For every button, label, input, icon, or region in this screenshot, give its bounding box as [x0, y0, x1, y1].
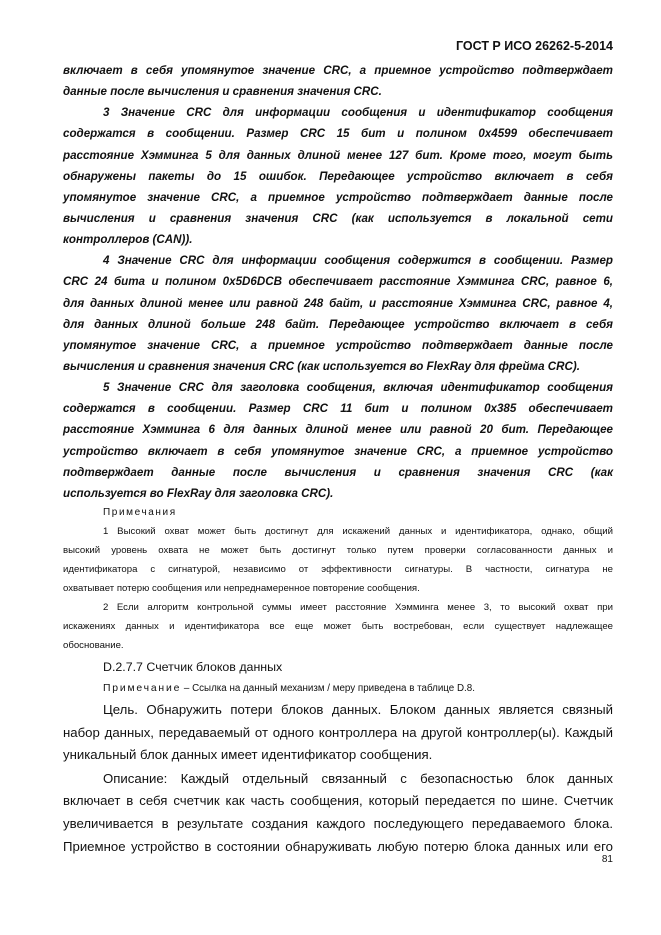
text-line: данные после вычисления и сравнения значения CRC. — [63, 85, 382, 99]
text-line: увеличивается в результате создания каждого последующего передаваемого блока. — [63, 815, 613, 831]
text-line: обоснование. — [63, 640, 124, 651]
paragraph — [63, 102, 613, 250]
text-line: расстояние Хэмминга 5 для данных длиной менее 127 бит. Кроме того, могут быть — [63, 148, 613, 162]
text-line: включает в себя упомянутое значение CRC, а приемное устройство подтверждает — [63, 64, 613, 77]
text-line: искажениях данных и идентификатора все еще может быть востребован, если существует надлежащее — [63, 621, 613, 632]
text-line: содержатся в сообщении. Размер CRC 11 бит и полином 0x385 обеспечивает — [63, 402, 613, 416]
text-line: 3 Значение CRC для информации сообщения и идентификатор сообщения — [103, 106, 613, 120]
section-note-text: Ссылка на данный механизм / меру приведена в таблице D.8. — [192, 683, 475, 694]
text-line: упомянутое значение CRC, а приемное устройство подтверждает данные после — [63, 338, 613, 352]
text-line: набор данных, передаваемый от одного контроллера на другой контроллер(ы). Каждый — [63, 724, 613, 740]
text-line: используется во FlexRay для заголовка CRC). — [63, 486, 334, 500]
text-line: охватывает потерю сообщения или непреднамеренное повторение сообщения. — [63, 583, 420, 594]
text-line: расстояние Хэмминга 6 для данных длиной менее или равной 20 бит. Передающее — [63, 423, 613, 437]
text-line: подтверждает данные после вычисления и сравнения значения CRC (как — [63, 465, 613, 479]
text-line: Описание: Каждый отдельный связанный с безопасностью блок данных — [103, 770, 613, 786]
paragraph — [63, 250, 613, 377]
paragraph — [63, 522, 613, 598]
text-line: уникальный блок данных имеет идентификатор сообщения. — [63, 747, 433, 763]
text-line: идентификатора с сигнатурой, независимо от эффективности сигнатуры. В частности, сигнатура не — [63, 564, 613, 575]
text-line: устройство включает в себя упомянутое значение CRC, а приемное устройство — [63, 444, 613, 458]
text-line: для данных длиной менее или равной 248 байт, и расстояние Хэмминга CRC, равное 4, — [63, 296, 613, 310]
paragraph — [63, 768, 613, 858]
paragraph — [63, 60, 613, 102]
paragraph — [63, 699, 613, 767]
document-header: ГОСТ Р ИСО 26262-5-2014 — [455, 39, 613, 53]
page-number: 81 — [601, 854, 613, 865]
text-line: 2 Если алгоритм контрольной суммы имеет расстояние Хэмминга менее 3, то высокий охват при — [103, 602, 613, 613]
main-text — [63, 699, 613, 858]
section-heading-block — [63, 657, 613, 700]
section-heading: D.2.7.7 Счетчик блоков данных — [103, 660, 283, 674]
text-line: содержатся в сообщении. Размер CRC 15 бит и полином 0x4599 обеспечивает — [63, 127, 613, 141]
text-line: 5 Значение CRC для заголовка сообщения, включая идентификатор сообщения — [103, 381, 613, 395]
text-line: Приемное устройство в состоянии обнаруживать любую потерю блока данных или его — [63, 838, 613, 854]
text-line: упомянутое значение CRC, а приемное устройство подтверждает данные после — [63, 190, 613, 204]
text-line: CRC 24 бита и полином 0x5D6DCB обеспечивает расстояние Хэмминга CRC, равное 6, — [63, 275, 613, 289]
notes-title: Примечания — [103, 507, 177, 518]
section-note — [63, 678, 613, 700]
text-line: Цель. Обнаружить потери блоков данных. Блоком данных является связный — [103, 702, 613, 717]
text-line: включает в себя счетчик как часть сообщения, который передается по шине. Счетчик — [63, 793, 613, 809]
text-line: обнаружены пакеты до 15 ошибок. Передающее устройство включает в себя — [63, 169, 613, 183]
bold-italic-section — [63, 60, 613, 504]
paragraph — [63, 598, 613, 655]
section-note-label: Примечание — [103, 683, 182, 694]
text-line: для данных длиной больше 248 байт. Передающее устройство включает в себя — [63, 317, 613, 331]
text-line: вычисления и сравнения значения CRC (как используется в локальной сети — [63, 211, 613, 225]
text-line: высокий уровень охвата не может быть достигнут только путем проверки согласованности данных и — [63, 545, 613, 556]
paragraph — [63, 377, 613, 504]
text-line: 4 Значение CRC для информации сообщения содержится в сообщении. Размер — [103, 254, 613, 268]
text-line: 1 Высокий охват может быть достигнут для искажений данных и идентификатора, однако, общий — [103, 526, 613, 537]
section-note-dash: – — [181, 683, 193, 694]
text-line: вычисления и сравнения значения CRC (как используется во FlexRay для фрейма CRC). — [63, 359, 580, 373]
text-line: контроллеров (CAN)). — [63, 233, 193, 247]
notes-section — [63, 503, 613, 655]
